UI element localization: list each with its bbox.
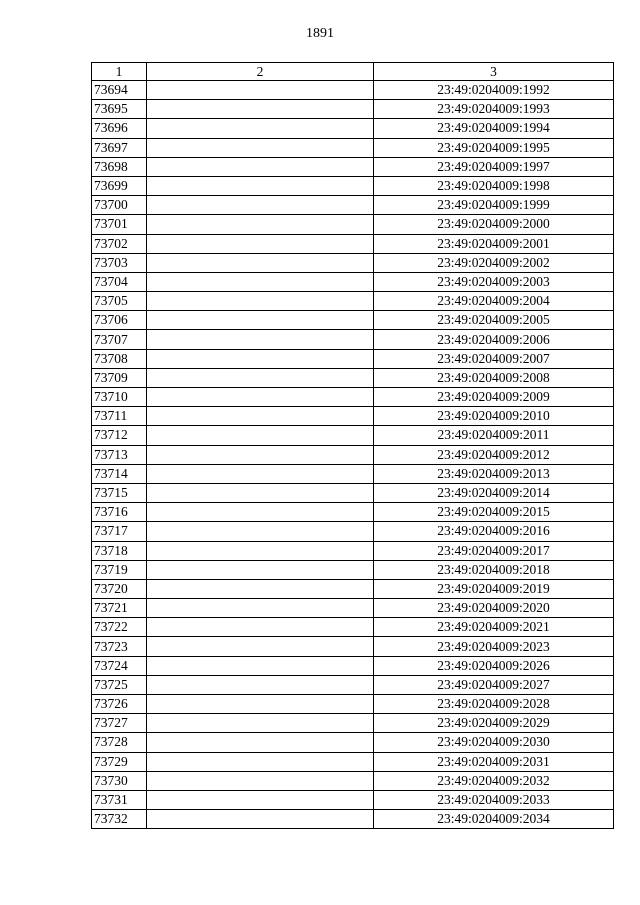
- row-number-cell: 73725: [92, 675, 147, 694]
- table-row: [92, 637, 614, 656]
- table-row: [92, 714, 614, 733]
- row-number-cell: 73709: [92, 368, 147, 387]
- table-row: [92, 388, 614, 407]
- description-cell: [147, 541, 374, 560]
- cadastral-number-cell: 23:49:0204009:2023: [374, 637, 614, 656]
- cadastral-number-cell: 23:49:0204009:1994: [374, 119, 614, 138]
- description-cell: [147, 234, 374, 253]
- description-cell: [147, 675, 374, 694]
- row-number-cell: 73710: [92, 388, 147, 407]
- description-cell: [147, 388, 374, 407]
- row-number-cell: 73697: [92, 138, 147, 157]
- table-row: [92, 311, 614, 330]
- table-row: [92, 407, 614, 426]
- table-row: [92, 618, 614, 637]
- cadastral-number-cell: 23:49:0204009:2012: [374, 445, 614, 464]
- row-number-cell: 73721: [92, 599, 147, 618]
- table-row: [92, 579, 614, 598]
- table-row: [92, 426, 614, 445]
- description-cell: [147, 81, 374, 100]
- description-cell: [147, 196, 374, 215]
- cadastral-number-cell: 23:49:0204009:2034: [374, 810, 614, 829]
- table-row: [92, 560, 614, 579]
- description-cell: [147, 790, 374, 809]
- cadastral-number-cell: 23:49:0204009:2008: [374, 368, 614, 387]
- row-number-cell: 73705: [92, 292, 147, 311]
- table-row: [92, 790, 614, 809]
- row-number-cell: 73696: [92, 119, 147, 138]
- description-cell: [147, 426, 374, 445]
- row-number-cell: 73700: [92, 196, 147, 215]
- row-number-cell: 73728: [92, 733, 147, 752]
- row-number-cell: 73712: [92, 426, 147, 445]
- table-row: [92, 771, 614, 790]
- row-number-cell: 73703: [92, 253, 147, 272]
- row-number-cell: 73716: [92, 503, 147, 522]
- cadastral-number-cell: 23:49:0204009:2029: [374, 714, 614, 733]
- table-row: [92, 253, 614, 272]
- cadastral-number-cell: 23:49:0204009:1997: [374, 157, 614, 176]
- description-cell: [147, 579, 374, 598]
- row-number-cell: 73722: [92, 618, 147, 637]
- row-number-cell: 73698: [92, 157, 147, 176]
- row-number-cell: 73713: [92, 445, 147, 464]
- cadastral-number-cell: 23:49:0204009:2001: [374, 234, 614, 253]
- cadastral-number-cell: 23:49:0204009:2003: [374, 272, 614, 291]
- cadastral-number-cell: 23:49:0204009:2009: [374, 388, 614, 407]
- row-number-cell: 73702: [92, 234, 147, 253]
- table-row: [92, 138, 614, 157]
- table-row: [92, 100, 614, 119]
- description-cell: [147, 752, 374, 771]
- page-number: 1891: [306, 26, 334, 41]
- description-cell: [147, 618, 374, 637]
- cadastral-number-cell: 23:49:0204009:2007: [374, 349, 614, 368]
- row-number-cell: 73731: [92, 790, 147, 809]
- description-cell: [147, 100, 374, 119]
- cadastral-number-cell: 23:49:0204009:2030: [374, 733, 614, 752]
- table-row: [92, 196, 614, 215]
- row-number-cell: 73732: [92, 810, 147, 829]
- description-cell: [147, 368, 374, 387]
- row-number-cell: 73694: [92, 81, 147, 100]
- description-cell: [147, 349, 374, 368]
- description-cell: [147, 407, 374, 426]
- row-number-cell: 73720: [92, 579, 147, 598]
- cadastral-number-cell: 23:49:0204009:2014: [374, 483, 614, 502]
- row-number-cell: 73717: [92, 522, 147, 541]
- description-cell: [147, 483, 374, 502]
- description-cell: [147, 771, 374, 790]
- cadastral-number-cell: 23:49:0204009:2013: [374, 464, 614, 483]
- column-header-3: 3: [374, 63, 614, 81]
- row-number-cell: 73711: [92, 407, 147, 426]
- cadastral-number-cell: 23:49:0204009:2033: [374, 790, 614, 809]
- row-number-cell: 73706: [92, 311, 147, 330]
- table-header: [92, 63, 614, 81]
- description-cell: [147, 637, 374, 656]
- cadastral-number-cell: 23:49:0204009:1992: [374, 81, 614, 100]
- table-row: [92, 695, 614, 714]
- registry-table: [91, 62, 614, 829]
- table-row: [92, 119, 614, 138]
- cadastral-number-cell: 23:49:0204009:2026: [374, 656, 614, 675]
- description-cell: [147, 599, 374, 618]
- cadastral-number-cell: 23:49:0204009:2000: [374, 215, 614, 234]
- row-number-cell: 73729: [92, 752, 147, 771]
- description-cell: [147, 445, 374, 464]
- table-row: [92, 157, 614, 176]
- table-body: [92, 81, 614, 829]
- column-header-2: 2: [147, 63, 374, 81]
- description-cell: [147, 522, 374, 541]
- table-row: [92, 272, 614, 291]
- cadastral-number-cell: 23:49:0204009:2002: [374, 253, 614, 272]
- cadastral-number-cell: 23:49:0204009:1993: [374, 100, 614, 119]
- cadastral-number-cell: 23:49:0204009:1999: [374, 196, 614, 215]
- row-number-cell: 73723: [92, 637, 147, 656]
- description-cell: [147, 253, 374, 272]
- description-cell: [147, 695, 374, 714]
- description-cell: [147, 330, 374, 349]
- cadastral-number-cell: 23:49:0204009:2004: [374, 292, 614, 311]
- table-row: [92, 541, 614, 560]
- cadastral-number-cell: 23:49:0204009:2015: [374, 503, 614, 522]
- description-cell: [147, 215, 374, 234]
- row-number-cell: 73714: [92, 464, 147, 483]
- table-row: [92, 483, 614, 502]
- row-number-cell: 73707: [92, 330, 147, 349]
- cadastral-number-cell: 23:49:0204009:2021: [374, 618, 614, 637]
- table-row: [92, 330, 614, 349]
- cadastral-number-cell: 23:49:0204009:2010: [374, 407, 614, 426]
- description-cell: [147, 157, 374, 176]
- row-number-cell: 73719: [92, 560, 147, 579]
- row-number-cell: 73695: [92, 100, 147, 119]
- description-cell: [147, 176, 374, 195]
- cadastral-number-cell: 23:49:0204009:2005: [374, 311, 614, 330]
- cadastral-number-cell: 23:49:0204009:2018: [374, 560, 614, 579]
- description-cell: [147, 656, 374, 675]
- table-row: [92, 215, 614, 234]
- cadastral-number-cell: 23:49:0204009:2019: [374, 579, 614, 598]
- cadastral-number-cell: 23:49:0204009:2016: [374, 522, 614, 541]
- table-row: [92, 810, 614, 829]
- cadastral-number-cell: 23:49:0204009:2028: [374, 695, 614, 714]
- cadastral-number-cell: 23:49:0204009:1995: [374, 138, 614, 157]
- table-row: [92, 675, 614, 694]
- cadastral-number-cell: 23:49:0204009:2032: [374, 771, 614, 790]
- table-row: [92, 176, 614, 195]
- row-number-cell: 73724: [92, 656, 147, 675]
- table-row: [92, 349, 614, 368]
- cadastral-number-cell: 23:49:0204009:1998: [374, 176, 614, 195]
- description-cell: [147, 119, 374, 138]
- table-row: [92, 464, 614, 483]
- row-number-cell: 73718: [92, 541, 147, 560]
- table-row: [92, 503, 614, 522]
- row-number-cell: 73730: [92, 771, 147, 790]
- column-header-1: 1: [92, 63, 147, 81]
- row-number-cell: 73715: [92, 483, 147, 502]
- row-number-cell: 73727: [92, 714, 147, 733]
- table-row: [92, 445, 614, 464]
- row-number-cell: 73708: [92, 349, 147, 368]
- table-row: [92, 656, 614, 675]
- description-cell: [147, 560, 374, 579]
- table-row: [92, 522, 614, 541]
- description-cell: [147, 714, 374, 733]
- table-row: [92, 368, 614, 387]
- header-row: [92, 63, 614, 81]
- cadastral-number-cell: 23:49:0204009:2017: [374, 541, 614, 560]
- table-row: [92, 599, 614, 618]
- cadastral-number-cell: 23:49:0204009:2020: [374, 599, 614, 618]
- cadastral-number-cell: 23:49:0204009:2031: [374, 752, 614, 771]
- cadastral-number-cell: 23:49:0204009:2006: [374, 330, 614, 349]
- table-row: [92, 81, 614, 100]
- description-cell: [147, 810, 374, 829]
- description-cell: [147, 503, 374, 522]
- table-row: [92, 234, 614, 253]
- description-cell: [147, 311, 374, 330]
- cadastral-number-cell: 23:49:0204009:2027: [374, 675, 614, 694]
- row-number-cell: 73704: [92, 272, 147, 291]
- table-row: [92, 733, 614, 752]
- row-number-cell: 73726: [92, 695, 147, 714]
- table-row: [92, 752, 614, 771]
- row-number-cell: 73701: [92, 215, 147, 234]
- row-number-cell: 73699: [92, 176, 147, 195]
- description-cell: [147, 138, 374, 157]
- description-cell: [147, 272, 374, 291]
- description-cell: [147, 464, 374, 483]
- description-cell: [147, 292, 374, 311]
- table-row: [92, 292, 614, 311]
- cadastral-number-cell: 23:49:0204009:2011: [374, 426, 614, 445]
- description-cell: [147, 733, 374, 752]
